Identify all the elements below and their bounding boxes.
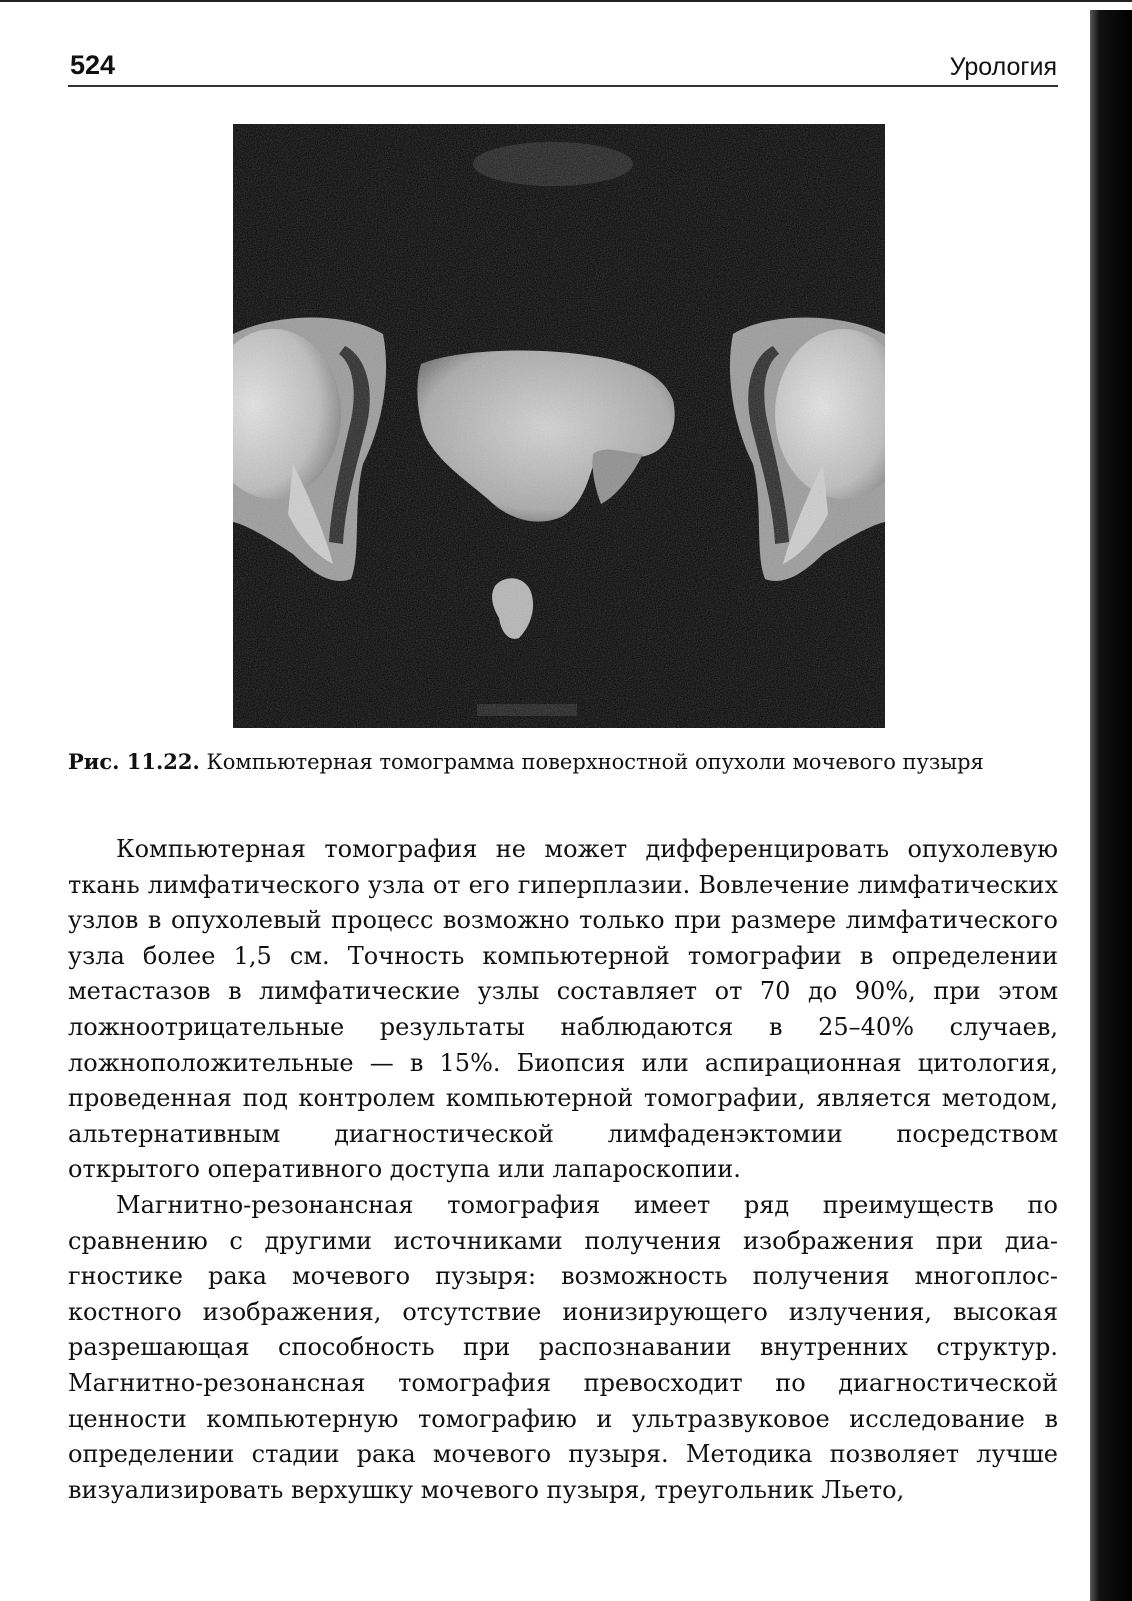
header-rule [68, 85, 1058, 87]
figure-caption [68, 748, 1058, 776]
figure-caption-text: Компьютерная томограмма поверхностной опухоли мочевого пузыря [199, 750, 984, 774]
running-title: Урология [949, 53, 1057, 81]
page-number: 524 [70, 50, 116, 80]
body-text [68, 832, 1058, 1508]
ct-scan-image [233, 124, 885, 728]
figure-caption-label: Рис. 11.22. [68, 749, 200, 774]
paragraph-1: Компьютерная томография не может дифференцировать опухолевую ткань лимфатического узла от его гиперплазии. Вовлечение лимфатических узлов в опухолевый процесс возможно только при размере лимфатического узла более 1,5 см. Точность компьютерной томографии в определении метастазов в лимфатические узлы составляет от 70 до 90%, при этом ложноотрицательные результаты наблюдаются в 25–40% случаев, ложноположительные — в 15%. Биопсия или аспирационная цитология, проведенная под контролем компьютерной томографии, является методом, альтернативным диагностической лимфаденэктомии посредством открытого оперативного доступа или лапароскопии. [68, 835, 1058, 1184]
scan-edge-shadow [1090, 10, 1132, 1601]
page-top-border [0, 0, 1132, 2]
paragraph-2: Магнитно-резонансная томография имеет ряд преимуществ по сравнению с другими источниками получения изображения при диагностике рака мочевого пузыря: возможность получения многоплоскостного изображения, отсутствие ионизирующего излучения, высокая разрешающая способность при распознавании внутренних структур. Магнитно-резонансная томография превосходит по диагностической ценности компьютерную томографию и ультразвуковое исследование в определении стадии рака мочевого пузыря. Методика позволяет лучше визуализировать верхушку мочевого пузыря, треугольник Льето, [68, 1190, 1058, 1504]
